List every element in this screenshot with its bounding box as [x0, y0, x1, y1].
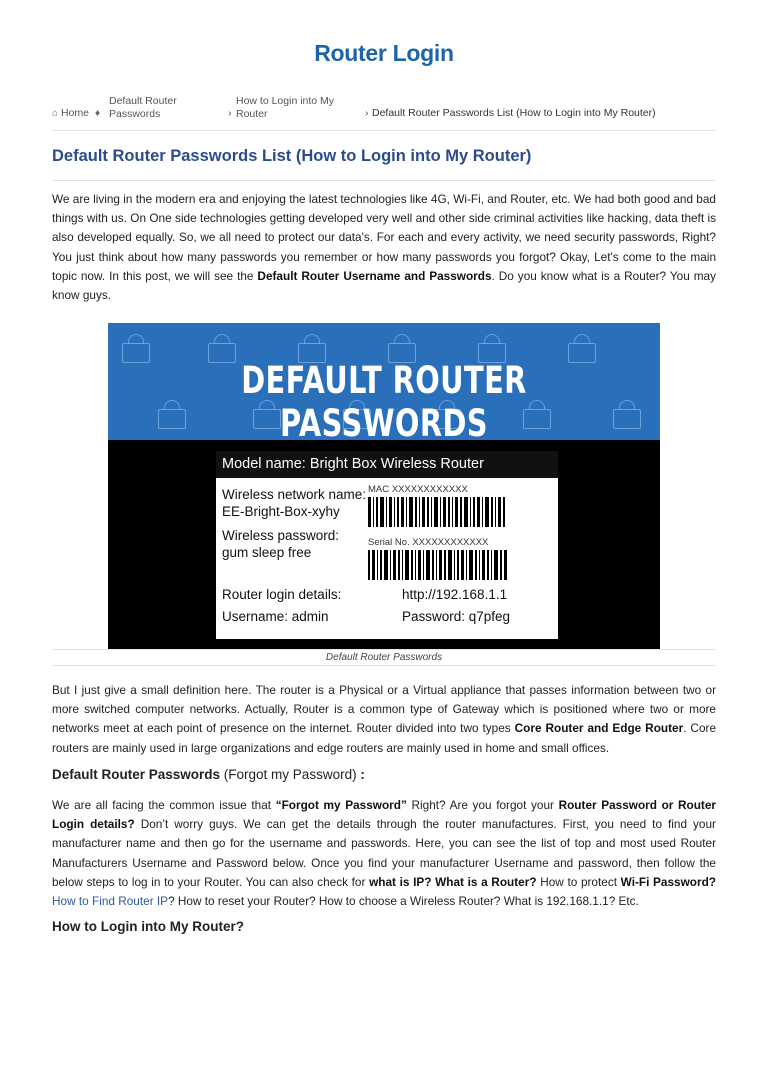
forgot-password-paragraph: We are all facing the common issue that “Forgot my Password” Right? Are you forgot your Router Password or Router Login details? Don’t worry guys. We can get the details through the router manufactures. First, you need to find your manufacturer name and then go for the username and passwords. Here, you can see the list of top and most used Router Manufacturers Username and Password below. Once you find your manufacturer Username and password, then follow the below steps to log in to your Router. You can also check for what is IP? What is a Router? How to protect Wi-Fi Password? How to Find Router IP? How to reset your Router? How to choose a Wireless Router? What is 192.168.1.1? Etc. — [52, 798, 717, 909]
breadcrumb-cat2-line1: How to Login into My — [236, 95, 335, 107]
network-name-label: Wireless network name: — [222, 487, 367, 502]
divider — [52, 180, 716, 181]
breadcrumb-home[interactable] — [52, 107, 89, 121]
chevron-right-icon: › — [228, 107, 232, 119]
login-url: http://192.168.1.1 — [402, 587, 508, 602]
definition-paragraph: But I just give a small definition here. The router is a Physical or a Virtual appliance that passes information between two or more switched computer networks. Actually, Router is a common type of Gateway which is positioned where two or more networks meet at each point of presence on the internet. Router divided into two types Core Router and Edge Router. Core routers are mainly used in large organizations and edge routers are mainly used in home and small offices. — [52, 683, 717, 755]
image-heading: DEFAULT ROUTER PASSWORDS — [241, 359, 527, 440]
bold-phrase: Core Router and Edge Router — [514, 721, 684, 736]
sticker-password: Password: q7pfeg — [402, 609, 511, 624]
breadcrumb-cat2-line2: Router — [236, 107, 268, 120]
wireless-password: gum sleep free — [222, 545, 312, 560]
barcode-image — [368, 497, 508, 527]
breadcrumb-home-label: Home — [60, 107, 89, 119]
breadcrumb-cat1-line1: Default Router — [109, 95, 177, 107]
home-icon: ⌂ — [52, 108, 59, 119]
tag-icon: ♦ — [95, 108, 101, 119]
network-name: EE-Bright-Box-xyhy — [222, 504, 340, 519]
divider — [52, 665, 716, 666]
section-heading: Default Router Passwords (Forgot my Password) : — [52, 767, 365, 782]
breadcrumb — [52, 95, 716, 121]
login-details-label: Router login details: — [222, 587, 342, 602]
divider — [52, 130, 716, 131]
router-icon — [613, 409, 641, 429]
breadcrumb-category-login[interactable] — [236, 95, 334, 120]
router-sticker — [216, 451, 558, 639]
image-caption: Default Router Passwords — [325, 652, 443, 663]
model-name: Model name: Bright Box Wireless Router — [216, 451, 558, 478]
sticker-username: Username: admin — [222, 609, 329, 624]
router-icon — [122, 343, 150, 363]
article-title: Default Router Passwords List (How to Login into My Router) — [52, 147, 532, 165]
find-router-ip-link[interactable]: How to Find Router IP — [52, 894, 169, 909]
bold-phrase: Default Router Username and Passwords — [257, 268, 492, 283]
breadcrumb-category-default-router-passwords[interactable] — [109, 95, 177, 120]
mac-address: MAC XXXXXXXXXXXX — [368, 484, 468, 495]
serial-number: Serial No. XXXXXXXXXXXX — [368, 537, 489, 548]
divider — [52, 649, 716, 650]
router-passwords-image — [108, 323, 660, 650]
site-title[interactable]: Router Login — [314, 40, 454, 66]
breadcrumb-current: Default Router Passwords List (How to Login into My Router) — [372, 107, 656, 119]
section-heading-login: How to Login into My Router? — [52, 919, 244, 934]
breadcrumb-cat1-line2: Passwords — [109, 107, 161, 120]
chevron-right-icon: › — [365, 107, 369, 119]
intro-paragraph: We are living in the modern era and enjoying the latest technologies like 4G, Wi-Fi, and Router, etc. We had both good and bad things with us. On One side technologies getting developed very well and other side criminal activities like hacking, data theft is also developed equally. So, we all need to protect our data's. For each and every activity, we need security passwords, Right? You just think about how many passwords you remember or how many passwords you forgot? Okay, Let's come to the main topic now. In this post, we will see the Default Router Username and Passwords. Do you know what is a Router? You may know guys. — [52, 192, 716, 303]
image-banner — [108, 323, 660, 440]
barcode-image — [368, 550, 508, 580]
password-label: Wireless password: — [222, 528, 340, 543]
